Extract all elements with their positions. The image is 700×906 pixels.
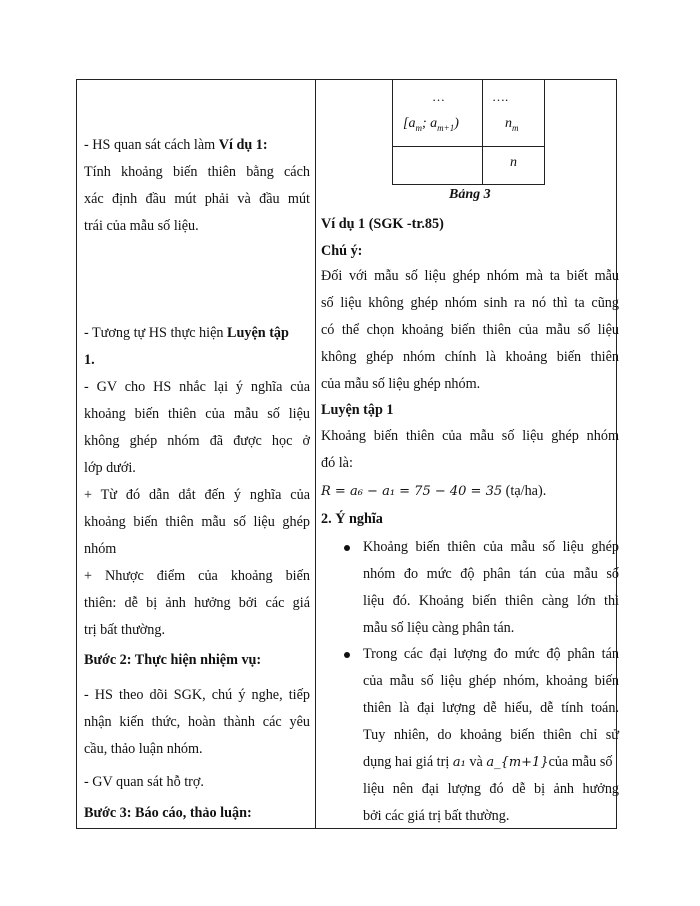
- left-p4-line3: nhóm: [84, 541, 117, 557]
- section2-heading: 2. Ý nghĩa: [321, 511, 383, 527]
- step3-heading: Bước 3: Báo cáo, thảo luận:: [84, 805, 252, 821]
- left-p7: - GV quan sát hỗ trợ.: [84, 774, 204, 790]
- left-p4-line2: khoảng biến thiên mẫu số liệu ghép: [84, 514, 310, 530]
- practice-line1: Khoảng biến thiên của mẫu số liệu ghép nhóm: [321, 428, 619, 444]
- mini-table-r1c1: …: [432, 89, 445, 104]
- left-p3-line3: không ghép nhóm đã được học ở: [84, 433, 310, 449]
- left-p3-line2: khoảng biến thiên của mẫu số liệu: [84, 406, 310, 422]
- mini-table-r3c2: n: [510, 155, 517, 170]
- left-column: [84, 0, 310, 906]
- bullet2-line1: Trong các đại lượng đo mức độ phân tán: [363, 646, 619, 662]
- practice-heading: Luyện tập 1: [321, 402, 394, 418]
- left-p1-line4: trái của mẫu số liệu.: [84, 218, 199, 234]
- mini-table-r1c2: ….: [492, 89, 509, 104]
- left-p6-line2: nhận kiến thức, hoàn thành các yêu: [84, 714, 310, 730]
- note-line1: Đối với mẫu số liệu ghép nhóm mà ta biết mẫu: [321, 268, 619, 284]
- bullet1-line2: nhóm đo mức độ phân tán của mẫu số: [363, 566, 619, 582]
- left-p6-line1: - HS theo dõi SGK, chú ý nghe, tiếp: [84, 687, 310, 703]
- left-p4-line1: + Từ đó dẫn dắt đến ý nghĩa của: [84, 487, 310, 503]
- note-line2: số liệu không ghép nhóm sinh ra nó thì ta cũng: [321, 295, 619, 311]
- left-p5-line1: + Nhược điểm của khoảng biến: [84, 568, 310, 584]
- bullet-dot-2: [344, 652, 350, 658]
- left-p3-line4: lớp dưới.: [84, 460, 136, 476]
- mini-table-r2c1: [$a_m$; $a_{m+1}$): [403, 116, 459, 133]
- bullet2-line6: liệu nên đại lượng đó dễ bị ảnh hưởng: [363, 781, 619, 797]
- bullet2-line5: dụng hai giá trị a₁ và a_{m+1}của mẫu số: [363, 754, 613, 770]
- bullet2-line7: bởi các giá trị bất thường.: [363, 808, 510, 824]
- left-p2-line1: - Tương tự HS thực hiện Luyện tập: [84, 325, 289, 341]
- step2-heading: Bước 2: Thực hiện nhiệm vụ:: [84, 652, 262, 668]
- note-line4: không ghép nhóm chính là khoảng biến thiên: [321, 349, 619, 365]
- note-line3: có thể chọn khoảng biến thiên của mẫu số liệu: [321, 322, 619, 338]
- bullet1-line1: Khoảng biến thiên của mẫu số liệu ghép: [363, 539, 619, 555]
- left-p1-line3: xác định đầu mút phải và đầu mút: [84, 191, 310, 207]
- right-column: [321, 0, 619, 906]
- bullet2-line4: Tuy nhiên, do khoảng biến thiên chỉ sử: [363, 727, 619, 743]
- bullet2-line3: thiên là đại lượng dễ hiểu, dễ tính toán.: [363, 700, 619, 716]
- bullet2-line2: của mẫu số liệu ghép nhóm, khoảng biến: [363, 673, 619, 689]
- left-p5-line2: thiên: dễ bị ảnh hưởng bởi các giá: [84, 595, 310, 611]
- column-divider: [315, 79, 316, 829]
- note-heading: Chú ý:: [321, 243, 363, 259]
- left-p6-line3: cầu, thảo luận nhóm.: [84, 741, 203, 757]
- mini-table-r2c2: $n_m$: [505, 116, 519, 133]
- example-heading: Ví dụ 1 (SGK -tr.85): [321, 216, 444, 232]
- bullet1-line3: liệu đó. Khoảng biến thiên càng lớn thì: [363, 593, 619, 609]
- table-caption: Bảng 3: [449, 187, 491, 202]
- bullet1-line4: mẫu số liệu càng phân tán.: [363, 620, 515, 636]
- left-p2-line2: 1.: [84, 352, 95, 368]
- left-p1-line2: Tính khoảng biến thiên bằng cách: [84, 164, 310, 180]
- practice-line2: đó là:: [321, 455, 353, 471]
- formula: R = a₆ − a₁ = 75 − 40 = 35 (tạ/ha).: [321, 483, 547, 499]
- left-p1-line1: - HS quan sát cách làm Ví dụ 1:: [84, 137, 268, 153]
- left-p3-line1: - GV cho HS nhắc lại ý nghĩa của: [84, 379, 310, 395]
- note-line5: của mẫu số liệu ghép nhóm.: [321, 376, 481, 392]
- bullet-dot-1: [344, 545, 350, 551]
- left-p5-line3: trị bất thường.: [84, 622, 165, 638]
